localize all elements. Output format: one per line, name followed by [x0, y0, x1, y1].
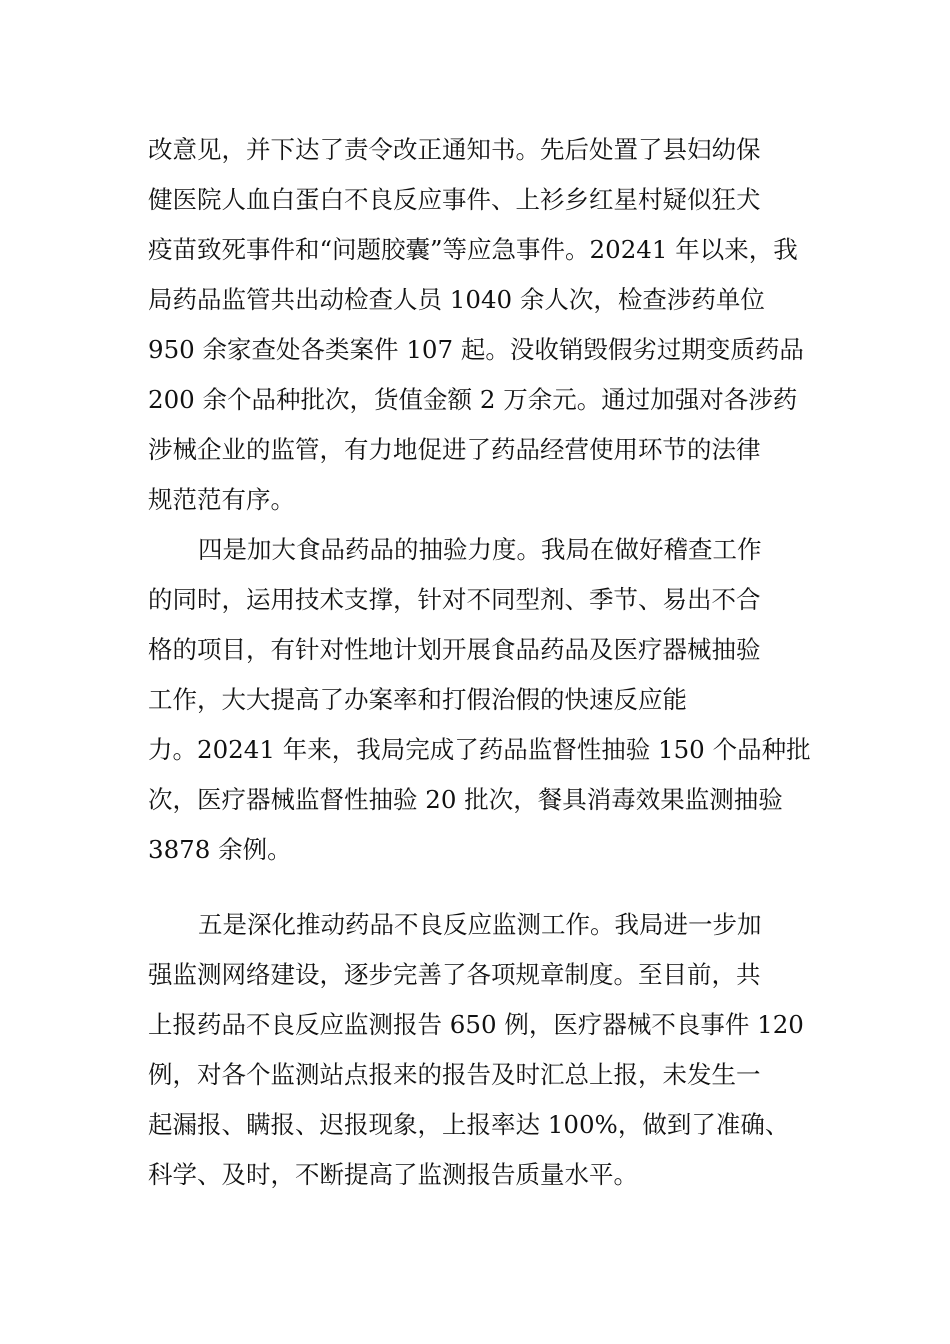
- text-line: 格的项目，有针对性地计划开展食品药品及医疗器械抽验: [148, 635, 761, 664]
- text-line: 950 余家查处各类案件 107 起。没收销毁假劣过期变质药品: [148, 335, 804, 364]
- text-line: 四是加大食品药品的抽验力度。我局在做好稽查工作: [198, 535, 762, 564]
- text-line: 局药品监管共出动检查人员 1040 余人次，检查涉药单位: [148, 285, 765, 314]
- text-line: 规范范有序。: [148, 485, 295, 514]
- text-line: 五是深化推动药品不良反应监测工作。我局进一步加: [198, 910, 762, 939]
- text-line: 上报药品不良反应监测报告 650 例，医疗器械不良事件 120: [148, 1010, 804, 1039]
- text-line: 200 余个品种批次，货值金额 2 万余元。通过加强对各涉药: [148, 385, 798, 414]
- text-line: 科学、及时，不断提高了监测报告质量水平。: [148, 1160, 638, 1189]
- text-line: 涉械企业的监管，有力地促进了药品经营使用环节的法律: [148, 435, 761, 464]
- text-line: 疫苗致死事件和“问题胶囊”等应急事件。20241 年以来，我: [148, 235, 798, 264]
- text-line: 次，医疗器械监督性抽验 20 批次，餐具消毒效果监测抽验: [148, 785, 783, 814]
- text-line: 起漏报、瞒报、迟报现象，上报率达 100%，做到了准确、: [148, 1110, 790, 1139]
- text-line: 强监测网络建设，逐步完善了各项规章制度。至目前，共: [148, 960, 761, 989]
- text-line: 改意见，并下达了责令改正通知书。先后处置了县妇幼保: [148, 135, 761, 164]
- text-line: 的同时，运用技术支撑，针对不同型剂、季节、易出不合: [148, 585, 761, 614]
- text-line: 健医院人血白蛋白不良反应事件、上衫乡红星村疑似狂犬: [148, 185, 761, 214]
- text-line: 3878 余例。: [148, 835, 292, 864]
- text-line: 工作，大大提高了办案率和打假治假的快速反应能: [148, 685, 687, 714]
- text-line: 力。20241 年来，我局完成了药品监督性抽验 150 个品种批: [148, 735, 811, 764]
- text-line: 例，对各个监测站点报来的报告及时汇总上报，未发生一: [148, 1060, 761, 1089]
